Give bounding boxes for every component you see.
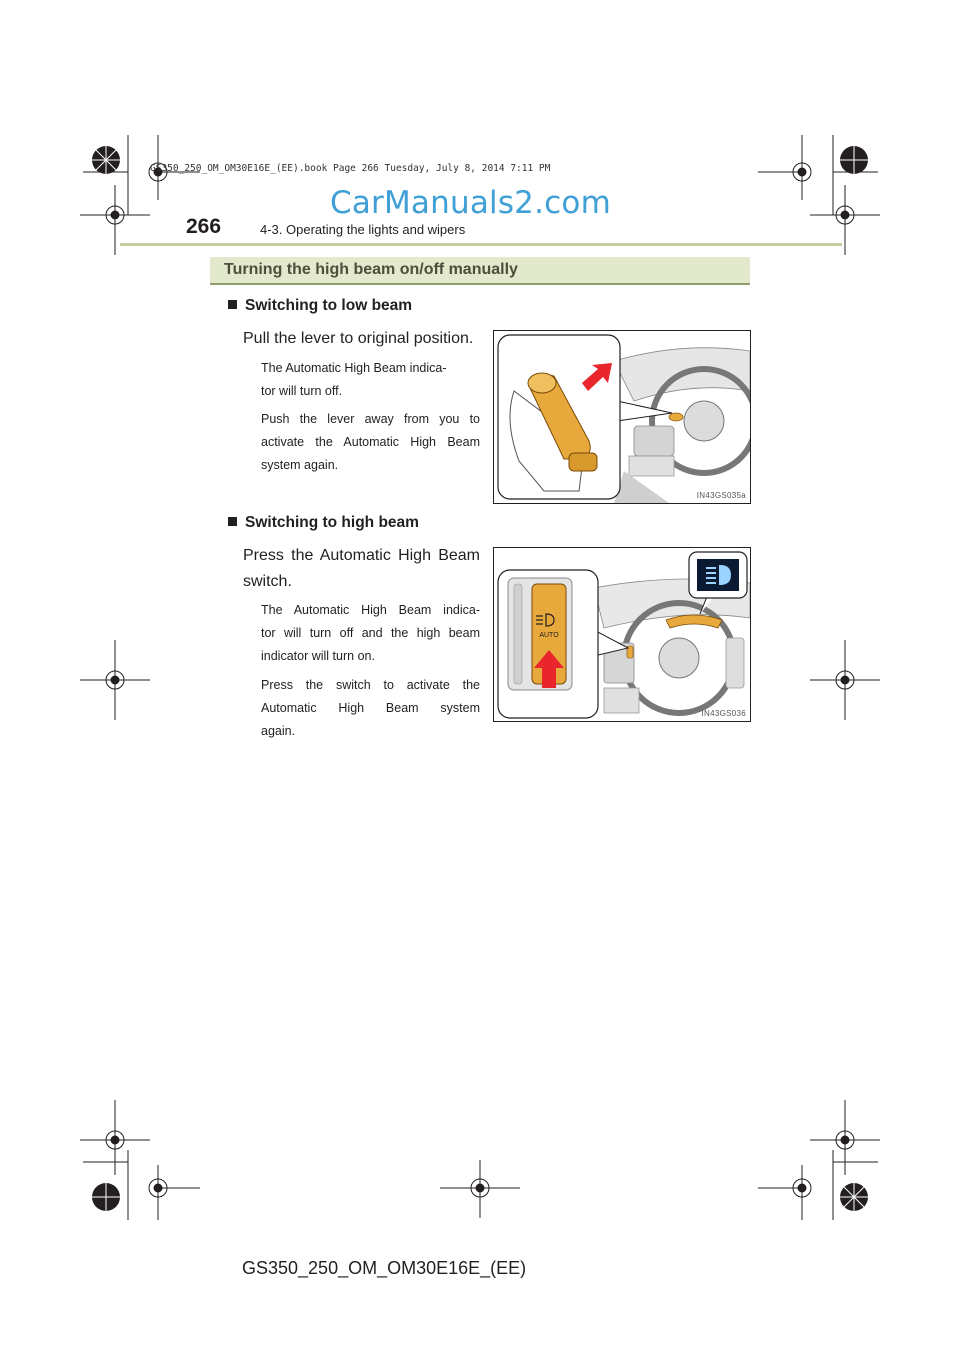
section-title: 4-3. Operating the lights and wipers: [260, 222, 466, 237]
text-line: activate the Automatic High Beam: [261, 435, 480, 449]
watermark[interactable]: CarManuals2.com: [330, 185, 611, 221]
text-line: switch.: [243, 573, 292, 590]
bullet-square-icon: [228, 517, 237, 526]
text-line: Automatic High Beam system: [261, 701, 480, 715]
text-line: The Automatic High Beam indica-: [261, 603, 480, 617]
high-beam-title-text: Switching to high beam: [245, 514, 419, 531]
section-heading: [210, 257, 750, 285]
lever-pull-illustration: [494, 331, 750, 503]
text-line: system again.: [261, 458, 339, 472]
text-line: indicator will turn on.: [261, 649, 375, 663]
print-header: GS350_250_OM_OM30E16E_(EE).book Page 266 Tuesday, July 8, 2014 7:11 PM: [150, 163, 551, 174]
low-beam-title-text: Switching to low beam: [245, 297, 413, 314]
auto-switch-illustration: [494, 548, 750, 721]
high-beam-note-2: [261, 674, 480, 743]
low-beam-note-2: [261, 408, 480, 477]
section-heading-text: Turning the high beam on/off manually: [224, 261, 518, 278]
text-line: again.: [261, 724, 296, 738]
low-beam-title: [228, 297, 412, 315]
text-line: tor will turn off.: [261, 384, 343, 398]
text-line: Push the lever away from you to: [261, 412, 480, 426]
footer-doc-code: GS350_250_OM_OM30E16E_(EE): [242, 1258, 527, 1278]
lever-pull-figure: [493, 330, 751, 504]
header-rule: [120, 243, 842, 246]
text-line: Press the switch to activate the: [261, 678, 480, 692]
switch-label: AUTO: [539, 632, 559, 639]
figure-code: IN43GS035a: [696, 491, 746, 500]
page-number: 266: [186, 215, 222, 238]
high-beam-title: [228, 514, 419, 532]
bullet-square-icon: [228, 300, 237, 309]
text-line: tor will turn off and the high beam: [261, 626, 480, 640]
high-beam-note-1: [261, 599, 480, 668]
text-line: The Automatic High Beam indica-: [261, 361, 447, 375]
auto-switch-figure: [493, 547, 751, 722]
text-line: Press the Automatic High Beam: [243, 547, 480, 564]
low-beam-note-1: [261, 357, 480, 403]
low-beam-instruction: Pull the lever to original position.: [243, 330, 474, 347]
high-beam-instruction: [243, 543, 480, 595]
figure-code: IN43GS036: [701, 709, 746, 718]
